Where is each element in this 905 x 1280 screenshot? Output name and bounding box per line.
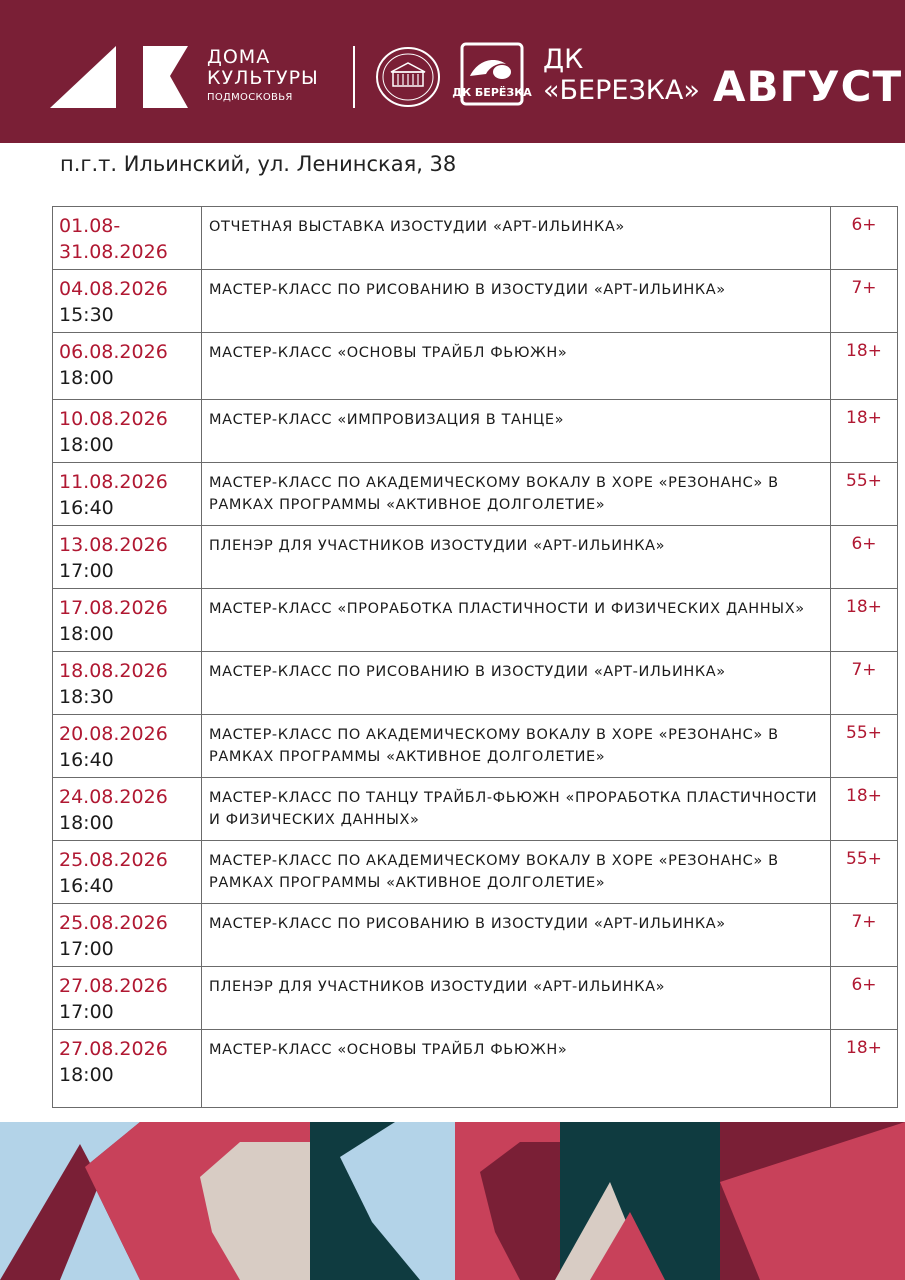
event-title: МАСТЕР-КЛАСС ПО РИСОВАНИЮ В ИЗОСТУДИИ «АРТ-ИЛЬИНКА» — [202, 652, 831, 715]
event-date: 13.08.2026 — [59, 534, 168, 556]
age-rating: 18+ — [831, 400, 898, 463]
event-row — [53, 526, 898, 589]
event-date-cell — [53, 652, 202, 715]
event-date: 06.08.2026 — [59, 341, 168, 363]
event-title: МАСТЕР-КЛАСС «ПРОРАБОТКА ПЛАСТИЧНОСТИ И ФИЗИЧЕСКИХ ДАННЫХ» — [202, 589, 831, 652]
event-date: 24.08.2026 — [59, 786, 168, 808]
event-time: 16:40 — [59, 497, 114, 519]
event-time: 17:00 — [59, 560, 114, 582]
brand-line-2: КУЛЬТУРЫ — [207, 67, 319, 89]
age-rating: 55+ — [831, 463, 898, 526]
events-table — [52, 206, 898, 1108]
dk-berezka-logo-icon — [452, 42, 532, 106]
age-rating: 18+ — [831, 333, 898, 400]
brand-name — [207, 48, 319, 103]
event-title: МАСТЕР-КЛАСС «ОСНОВЫ ТРАЙБЛ ФЬЮЖН» — [202, 333, 831, 400]
event-date: 27.08.2026 — [59, 1038, 168, 1060]
event-date: 18.08.2026 — [59, 660, 168, 682]
age-rating: 55+ — [831, 841, 898, 904]
event-date-cell — [53, 207, 202, 270]
event-row — [53, 652, 898, 715]
age-rating: 6+ — [831, 207, 898, 270]
event-row — [53, 841, 898, 904]
event-title: ПЛЕНЭР ДЛЯ УЧАСТНИКОВ ИЗОСТУДИИ «АРТ-ИЛЬИНКА» — [202, 967, 831, 1030]
event-row — [53, 463, 898, 526]
event-date-cell — [53, 589, 202, 652]
event-time: 15:30 — [59, 304, 114, 326]
header-divider — [353, 46, 355, 108]
age-rating: 7+ — [831, 904, 898, 967]
dk-name-line-2: «БЕРЕЗКА» — [543, 75, 700, 106]
age-rating: 18+ — [831, 1030, 898, 1108]
event-date: 17.08.2026 — [59, 597, 168, 619]
event-time: 31.08.2026 — [59, 241, 168, 263]
event-time: 17:00 — [59, 1001, 114, 1023]
footer-decoration — [0, 1122, 905, 1280]
event-time: 18:00 — [59, 367, 114, 389]
address: п.г.т. Ильинский, ул. Ленинская, 38 — [60, 152, 457, 176]
event-time: 17:00 — [59, 938, 114, 960]
dk-podmoskovya-logo-icon — [50, 46, 190, 108]
event-time: 16:40 — [59, 875, 114, 897]
event-title: МАСТЕР-КЛАСС ПО АКАДЕМИЧЕСКОМУ ВОКАЛУ В ХОРЕ «РЕЗОНАНС» В РАМКАХ ПРОГРАММЫ «АКТИВНОЕ ДОЛГОЛЕТИЕ» — [202, 841, 831, 904]
event-time: 18:00 — [59, 812, 114, 834]
event-date: 20.08.2026 — [59, 723, 168, 745]
event-date-cell — [53, 400, 202, 463]
age-rating: 6+ — [831, 967, 898, 1030]
event-date-cell — [53, 715, 202, 778]
event-title: МАСТЕР-КЛАСС ПО РИСОВАНИЮ В ИЗОСТУДИИ «АРТ-ИЛЬИНКА» — [202, 270, 831, 333]
event-date: 04.08.2026 — [59, 278, 168, 300]
event-row — [53, 778, 898, 841]
header-banner — [0, 0, 905, 143]
event-date: 01.08- — [59, 215, 121, 237]
event-date-cell — [53, 333, 202, 400]
age-rating: 55+ — [831, 715, 898, 778]
event-date: 27.08.2026 — [59, 975, 168, 997]
age-rating: 7+ — [831, 270, 898, 333]
event-date-cell — [53, 270, 202, 333]
event-date-cell — [53, 526, 202, 589]
event-row — [53, 207, 898, 270]
event-row — [53, 270, 898, 333]
event-title: МАСТЕР-КЛАСС «ИМПРОВИЗАЦИЯ В ТАНЦЕ» — [202, 400, 831, 463]
event-date: 11.08.2026 — [59, 471, 168, 493]
event-date-cell — [53, 1030, 202, 1108]
event-title: МАСТЕР-КЛАСС ПО ТАНЦУ ТРАЙБЛ-ФЬЮЖН «ПРОРАБОТКА ПЛАСТИЧНОСТИ И ФИЗИЧЕСКИХ ДАННЫХ» — [202, 778, 831, 841]
event-date-cell — [53, 904, 202, 967]
event-row — [53, 400, 898, 463]
event-time: 18:00 — [59, 434, 114, 456]
dk-name-line-1: ДК — [543, 44, 584, 75]
brand-line-1: ДОМА — [207, 46, 271, 68]
age-rating: 6+ — [831, 526, 898, 589]
event-row — [53, 967, 898, 1030]
event-date: 25.08.2026 — [59, 849, 168, 871]
round-seal-icon — [375, 46, 441, 108]
event-date-cell — [53, 463, 202, 526]
event-time: 18:00 — [59, 1064, 114, 1086]
dk-logo-text: ДК БЕРЁЗКА — [452, 86, 532, 99]
event-title: МАСТЕР-КЛАСС ПО АКАДЕМИЧЕСКОМУ ВОКАЛУ В ХОРЕ «РЕЗОНАНС» В РАМКАХ ПРОГРАММЫ «АКТИВНОЕ ДОЛГОЛЕТИЕ» — [202, 463, 831, 526]
dk-name — [543, 44, 700, 106]
age-rating: 18+ — [831, 589, 898, 652]
age-rating: 18+ — [831, 778, 898, 841]
age-rating: 7+ — [831, 652, 898, 715]
event-date-cell — [53, 778, 202, 841]
event-date: 25.08.2026 — [59, 912, 168, 934]
event-title: МАСТЕР-КЛАСС «ОСНОВЫ ТРАЙБЛ ФЬЮЖН» — [202, 1030, 831, 1108]
event-date-cell — [53, 841, 202, 904]
event-date: 10.08.2026 — [59, 408, 168, 430]
event-date-cell — [53, 967, 202, 1030]
event-row — [53, 333, 898, 400]
brand-line-3: ПОДМОСКОВЬЯ — [207, 92, 293, 103]
event-time: 16:40 — [59, 749, 114, 771]
event-time: 18:00 — [59, 623, 114, 645]
event-title: МАСТЕР-КЛАСС ПО АКАДЕМИЧЕСКОМУ ВОКАЛУ В ХОРЕ «РЕЗОНАНС» В РАМКАХ ПРОГРАММЫ «АКТИВНОЕ ДОЛГОЛЕТИЕ» — [202, 715, 831, 778]
month-title: АВГУСТ — [713, 62, 903, 111]
event-row — [53, 904, 898, 967]
event-title: ОТЧЕТНАЯ ВЫСТАВКА ИЗОСТУДИИ «АРТ-ИЛЬИНКА» — [202, 207, 831, 270]
event-row — [53, 715, 898, 778]
event-title: МАСТЕР-КЛАСС ПО РИСОВАНИЮ В ИЗОСТУДИИ «АРТ-ИЛЬИНКА» — [202, 904, 831, 967]
event-time: 18:30 — [59, 686, 114, 708]
event-row — [53, 1030, 898, 1108]
event-row — [53, 589, 898, 652]
event-title: ПЛЕНЭР ДЛЯ УЧАСТНИКОВ ИЗОСТУДИИ «АРТ-ИЛЬИНКА» — [202, 526, 831, 589]
